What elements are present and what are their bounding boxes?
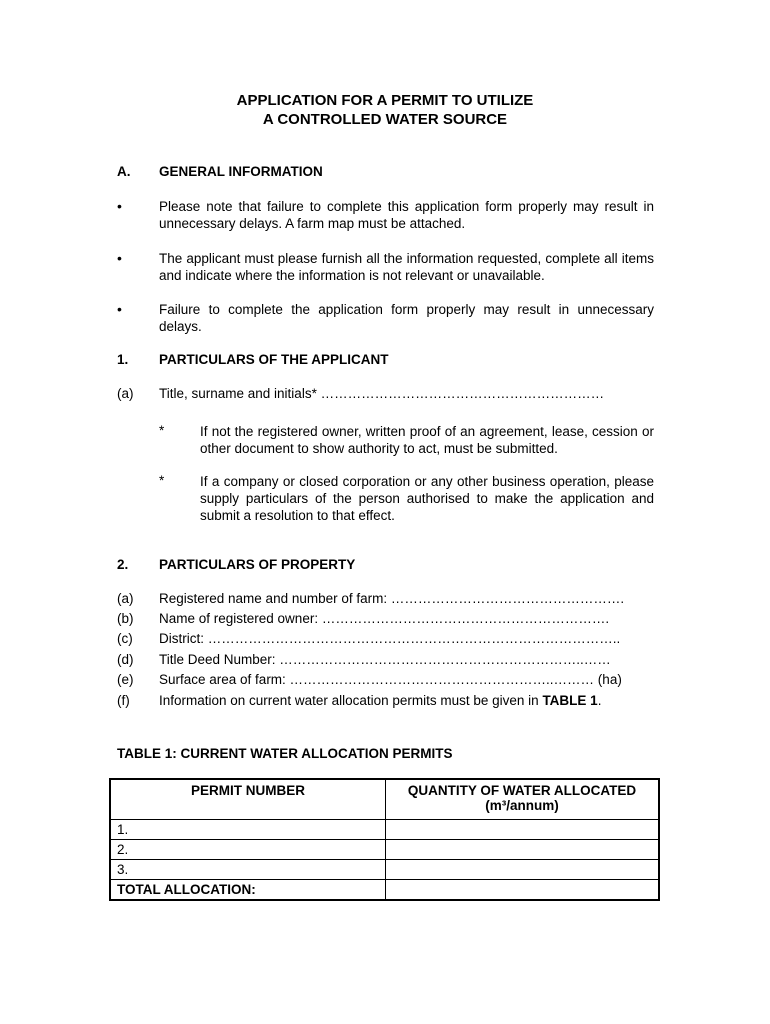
surface-area-field: Surface area of farm: …………………………………………………..……… (ha) xyxy=(159,672,622,687)
total-allocation-label: TOTAL ALLOCATION: xyxy=(110,880,386,901)
district-field: District: ……………………………………………………………………………….. xyxy=(159,631,621,646)
table-1-caption: TABLE 1: CURRENT WATER ALLOCATION PERMITS xyxy=(117,746,453,761)
item-2e-label: (e) xyxy=(117,672,134,687)
table-row xyxy=(110,820,659,840)
item-2d-label: (d) xyxy=(117,652,134,667)
general-info-bullet-3: Failure to complete the application form properly may result in unnecessary delays. xyxy=(159,302,654,334)
total-allocation-value-cell[interactable] xyxy=(386,880,660,901)
farm-name-number-field: Registered name and number of farm: ……………………………………………. xyxy=(159,591,625,606)
section-1-label: 1. xyxy=(117,352,129,367)
permit-number-cell-1[interactable]: 1. xyxy=(110,820,386,840)
bullet-3-symbol: • xyxy=(117,301,122,317)
title-deed-number-field: Title Deed Number: …………………………………………………………..…… xyxy=(159,652,611,667)
total-allocation-row xyxy=(110,880,659,901)
bullet-2-symbol: • xyxy=(117,250,122,266)
form-title-line-1: APPLICATION FOR A PERMIT TO UTILIZE xyxy=(236,92,534,109)
applicant-note-1: If not the registered owner, written proof of an agreement, lease, cession or other document to show authority to act, must be submitted. xyxy=(200,424,654,456)
item-2c-label: (c) xyxy=(117,631,133,646)
section-2-heading: PARTICULARS OF PROPERTY xyxy=(159,557,356,572)
section-a-label: A. xyxy=(117,164,131,179)
permit-number-cell-2[interactable]: 2. xyxy=(110,840,386,860)
water-permit-info-text xyxy=(159,693,601,708)
permit-number-header xyxy=(110,779,386,820)
table-row xyxy=(110,840,659,860)
table-header-row xyxy=(110,779,659,820)
table-1-reference: TABLE 1 xyxy=(542,693,598,708)
item-1a-label: (a) xyxy=(117,386,134,401)
quantity-cell-3[interactable] xyxy=(386,860,660,880)
quantity-header-unit: (m³/annum) xyxy=(485,798,559,813)
permit-number-header-text: PERMIT NUMBER xyxy=(191,783,305,798)
item-2a-label: (a) xyxy=(117,591,134,606)
quantity-cell-2[interactable] xyxy=(386,840,660,860)
general-info-bullet-1: Please note that failure to complete this application form properly may result in unnecessary delays. A farm map must be attached. xyxy=(159,199,654,231)
permit-number-cell-3[interactable]: 3. xyxy=(110,860,386,880)
title-surname-initials-field: Title, surname and initials* ……………………………………………………… xyxy=(159,386,605,401)
note-2-star: * xyxy=(159,473,165,488)
quantity-allocated-header xyxy=(386,779,660,820)
form-title-line-2: A CONTROLLED WATER SOURCE xyxy=(262,111,508,128)
permit-info-text-end: . xyxy=(597,693,602,708)
quantity-header-line-1: QUANTITY OF WATER ALLOCATED xyxy=(407,783,637,798)
section-a-heading: GENERAL INFORMATION xyxy=(159,164,323,179)
permit-info-text-start: Information on current water allocation permits must be given in xyxy=(159,693,543,708)
water-allocation-permits-table xyxy=(109,778,660,901)
table-row xyxy=(110,860,659,880)
item-2b-label: (b) xyxy=(117,611,134,626)
item-2f-label: (f) xyxy=(117,693,130,708)
section-1-heading: PARTICULARS OF THE APPLICANT xyxy=(159,352,389,367)
section-2-label: 2. xyxy=(117,557,129,572)
registered-owner-field: Name of registered owner: ………………………………………………………. xyxy=(159,611,610,626)
quantity-cell-1[interactable] xyxy=(386,820,660,840)
general-info-bullet-2: The applicant must please furnish all the information requested, complete all items and indicate where the information is not relevant or unavailable. xyxy=(159,251,654,283)
applicant-note-2: If a company or closed corporation or any other business operation, please supply particulars of the person authorised to make the application and submit a resolution to that effect. xyxy=(200,474,654,523)
note-1-star: * xyxy=(159,423,165,438)
bullet-1-symbol: • xyxy=(117,198,122,214)
